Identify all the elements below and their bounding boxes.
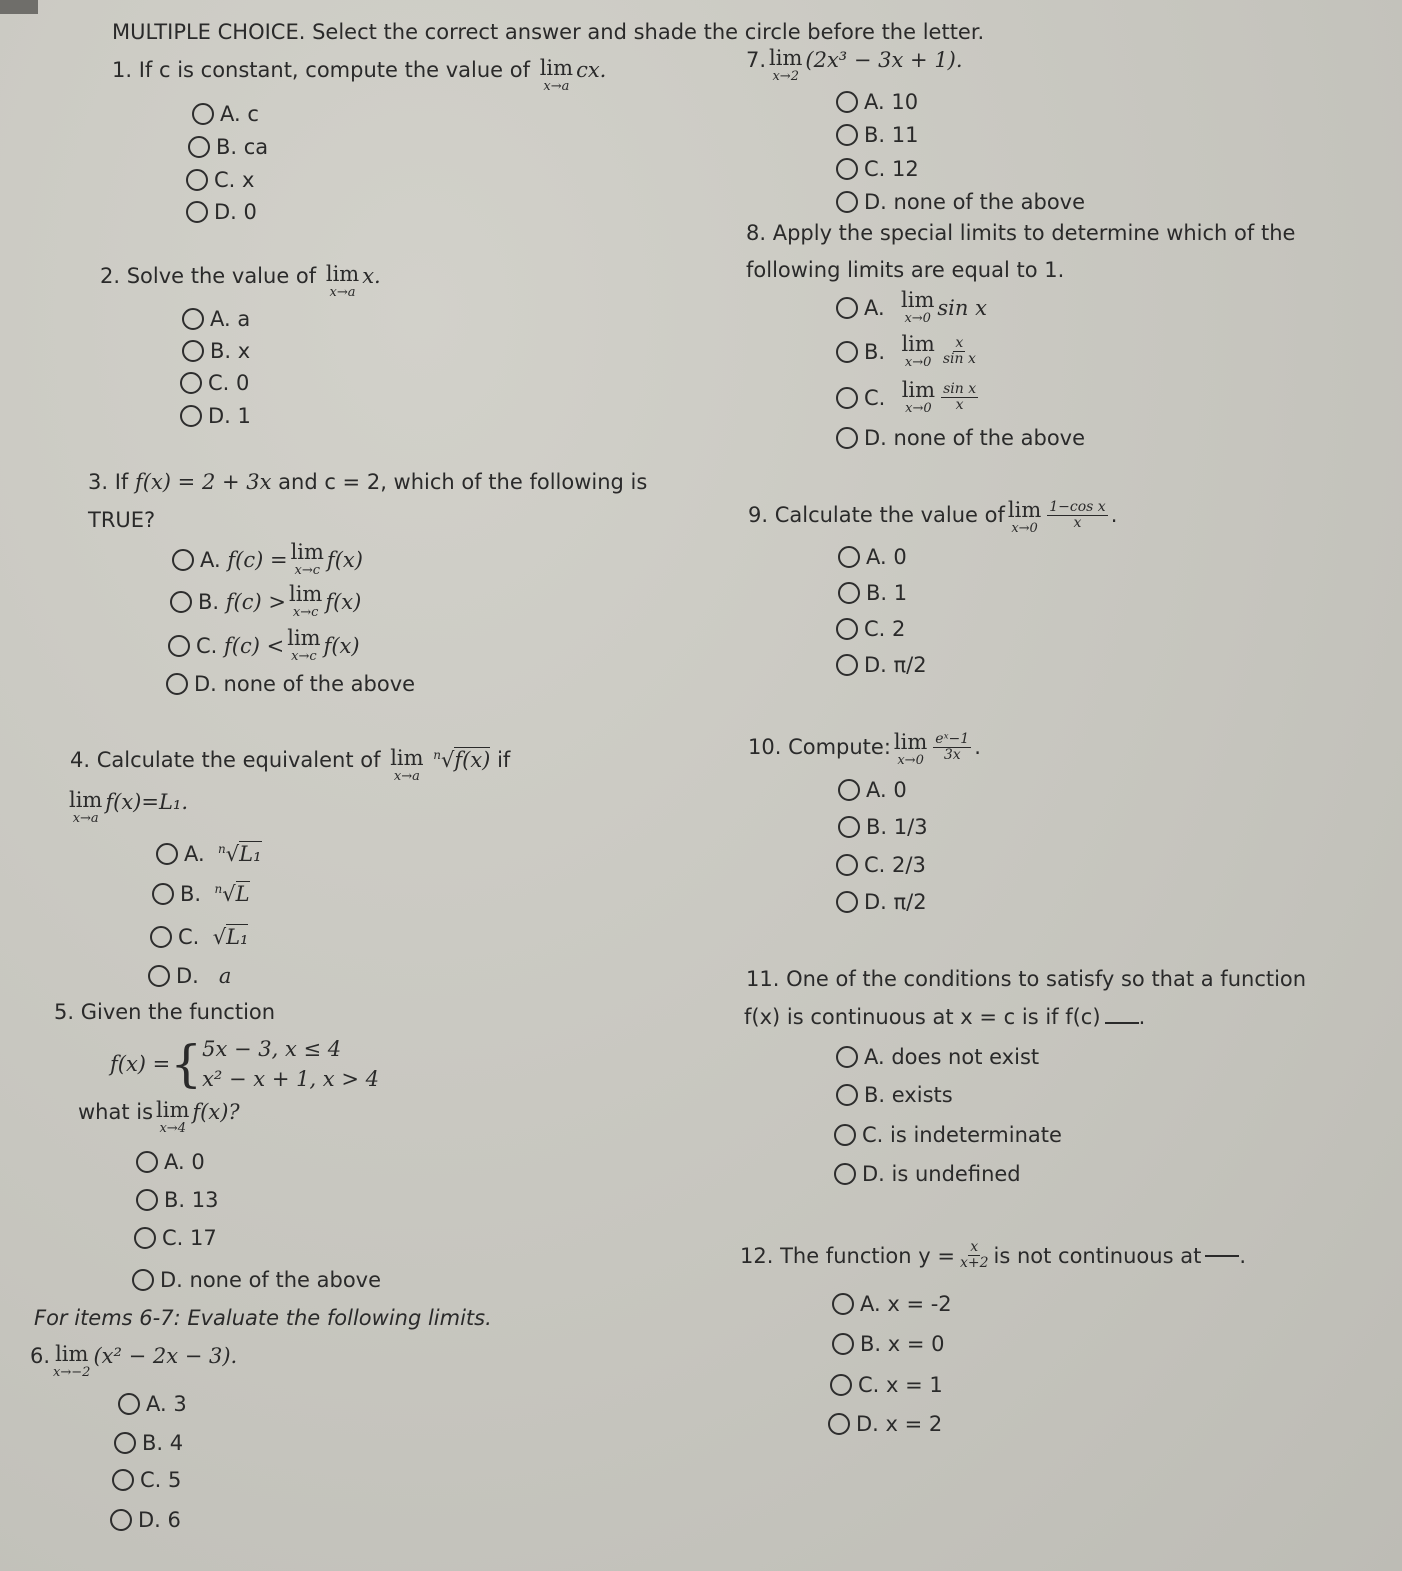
radio-circle-icon[interactable]	[186, 169, 208, 191]
radio-circle-icon[interactable]	[832, 1293, 854, 1315]
q2-option-c[interactable]: C. 0	[180, 371, 249, 395]
radio-circle-icon[interactable]	[172, 549, 194, 571]
radio-circle-icon[interactable]	[836, 654, 858, 676]
radio-circle-icon[interactable]	[182, 308, 204, 330]
q12-stem: 12. The function y = $\frac{x}{x+2}$ is not continuous at .	[740, 1239, 1246, 1272]
q7-option-c[interactable]: C. 12	[836, 157, 919, 181]
q2-stem: 2. Solve the value of lim x→a x.	[100, 262, 381, 300]
q11-stem-line1: 11. One of the conditions to satisfy so that a function	[746, 967, 1307, 991]
radio-circle-icon[interactable]	[180, 405, 202, 427]
radio-circle-icon[interactable]	[186, 201, 208, 223]
q10-option-a[interactable]: A. 0	[838, 778, 907, 802]
q9-option-a[interactable]: A. 0	[838, 545, 907, 569]
q1-limit: lim x→a	[539, 56, 574, 94]
q3-option-b[interactable]: B. f(c) > lim x→c f(x)	[170, 584, 361, 619]
radio-circle-icon[interactable]	[836, 341, 858, 363]
radio-circle-icon[interactable]	[836, 387, 858, 409]
q5-option-a[interactable]: A. 0	[136, 1150, 205, 1174]
answer-blank	[1205, 1255, 1239, 1257]
radio-circle-icon[interactable]	[836, 1046, 858, 1068]
q5-piecewise: f(x) = { 5x − 3, x ≤ 4 x² − x + 1, x > 4	[110, 1035, 379, 1094]
radio-circle-icon[interactable]	[836, 891, 858, 913]
q4-option-c[interactable]: C. √L₁	[150, 925, 248, 949]
answer-blank	[1105, 1022, 1139, 1024]
q3-stem-line2: TRUE?	[88, 508, 156, 532]
q8-option-d[interactable]: D. none of the above	[836, 426, 1085, 450]
q12-option-a[interactable]: A. x = -2	[832, 1292, 952, 1316]
q5-option-d[interactable]: D. none of the above	[132, 1268, 381, 1292]
radio-circle-icon[interactable]	[166, 673, 188, 695]
q8-option-c[interactable]: C. lim x→0 $\frac{\text{sin x}}{x}$	[836, 380, 981, 415]
q1-stem: 1. If c is constant, compute the value of lim x→a cx.	[112, 56, 607, 94]
q5-question: what is lim x→4 f(x)?	[78, 1098, 240, 1136]
q10-option-c[interactable]: C. 2/3	[836, 853, 926, 877]
radio-circle-icon[interactable]	[836, 854, 858, 876]
radio-circle-icon[interactable]	[134, 1227, 156, 1249]
q2-option-d[interactable]: D. 1	[180, 404, 251, 428]
q4-given: lim x→a f(x)=L₁.	[69, 788, 188, 826]
items-6-7-instruction: For items 6-7: Evaluate the following limits.	[34, 1306, 492, 1330]
q3-option-d[interactable]: D. none of the above	[166, 672, 415, 696]
q2-option-a[interactable]: A. a	[182, 307, 250, 331]
q10-stem: 10. Compute: lim x→0 $\frac{\text{eˣ−1}}{3x}$ .	[748, 730, 981, 768]
radio-circle-icon[interactable]	[152, 883, 174, 905]
radio-circle-icon[interactable]	[836, 124, 858, 146]
q4-option-d[interactable]: D. a	[148, 964, 231, 988]
q11-option-c[interactable]: C. is indeterminate	[834, 1123, 1062, 1147]
q8-stem-line1: 8. Apply the special limits to determine which of the	[746, 221, 1296, 245]
photo-corner	[0, 0, 38, 14]
q6-stem: 6. lim x→−2 (x² − 2x − 3).	[30, 1342, 238, 1380]
radio-circle-icon[interactable]	[180, 372, 202, 394]
q5-option-b[interactable]: B. 13	[136, 1188, 218, 1212]
radio-circle-icon[interactable]	[188, 136, 210, 158]
q4-option-a[interactable]: A. $^n$√L₁	[156, 842, 262, 866]
radio-circle-icon[interactable]	[168, 635, 190, 657]
q9-option-c[interactable]: C. 2	[836, 617, 905, 641]
q8-option-a[interactable]: A. lim x→0 sin x	[836, 290, 987, 325]
q2-option-b[interactable]: B. x	[182, 339, 250, 363]
radio-circle-icon[interactable]	[836, 618, 858, 640]
radio-circle-icon[interactable]	[150, 926, 172, 948]
q12-option-b[interactable]: B. x = 0	[832, 1332, 945, 1356]
q8-option-b[interactable]: B. lim x→0 $\frac{x}{\text{sin x}}$	[836, 334, 981, 369]
q6-option-c[interactable]: C. 5	[112, 1468, 181, 1492]
q3-stem-line1: 3. If f(x) = 2 + 3x and c = 2, which of the following is	[88, 470, 648, 494]
instructions-header: MULTIPLE CHOICE. Select the correct answer and shade the circle before the letter.	[112, 20, 985, 44]
q11-option-b[interactable]: B. exists	[836, 1083, 953, 1107]
q7-option-d[interactable]: D. none of the above	[836, 190, 1085, 214]
q11-option-a[interactable]: A. does not exist	[836, 1045, 1039, 1069]
q7-stem: 7. lim x→2 (2x³ − 3x + 1).	[746, 46, 963, 84]
q1-option-d[interactable]: D. 0	[186, 200, 257, 224]
q4-option-b[interactable]: B. $^n$√L	[152, 882, 250, 906]
q2-limit: lim x→a	[325, 262, 360, 300]
radio-circle-icon[interactable]	[832, 1333, 854, 1355]
radio-circle-icon[interactable]	[136, 1189, 158, 1211]
q10-option-d[interactable]: D. π/2	[836, 890, 927, 914]
q6-option-d[interactable]: D. 6	[110, 1508, 181, 1532]
q12-option-d[interactable]: D. x = 2	[828, 1412, 942, 1436]
q6-option-a[interactable]: A. 3	[118, 1392, 187, 1416]
q9-stem: 9. Calculate the value of lim x→0 $\frac{\text{1−cos x}}{x}$ .	[748, 498, 1118, 536]
radio-circle-icon[interactable]	[132, 1269, 154, 1291]
q11-option-d[interactable]: D. is undefined	[834, 1162, 1021, 1186]
q3-option-c[interactable]: C. f(c) < lim x→c f(x)	[168, 628, 360, 663]
radio-circle-icon[interactable]	[834, 1163, 856, 1185]
radio-circle-icon[interactable]	[830, 1374, 852, 1396]
q5-option-c[interactable]: C. 17	[134, 1226, 217, 1250]
q12-option-c[interactable]: C. x = 1	[830, 1373, 943, 1397]
radio-circle-icon[interactable]	[838, 779, 860, 801]
radio-circle-icon[interactable]	[112, 1469, 134, 1491]
q9-option-b[interactable]: B. 1	[838, 581, 907, 605]
q4-stem: 4. Calculate the equivalent of lim x→a $^n$√f(x) if	[70, 746, 511, 784]
radio-circle-icon[interactable]	[192, 103, 214, 125]
radio-circle-icon[interactable]	[838, 816, 860, 838]
left-brace-icon: {	[170, 1035, 203, 1094]
radio-circle-icon[interactable]	[838, 582, 860, 604]
q8-stem-line2: following limits are equal to 1.	[746, 258, 1065, 282]
radio-circle-icon[interactable]	[182, 340, 204, 362]
radio-circle-icon[interactable]	[836, 91, 858, 113]
radio-circle-icon[interactable]	[118, 1393, 140, 1415]
radio-circle-icon[interactable]	[170, 591, 192, 613]
q1-option-a[interactable]: A. c	[192, 102, 259, 126]
q3-option-a[interactable]: A. f(c) = lim x→c f(x)	[172, 542, 363, 577]
q10-option-b[interactable]: B. 1/3	[838, 815, 928, 839]
radio-circle-icon[interactable]	[838, 546, 860, 568]
radio-circle-icon[interactable]	[148, 965, 170, 987]
q5-stem: 5. Given the function	[54, 1000, 276, 1024]
radio-circle-icon[interactable]	[156, 843, 178, 865]
radio-circle-icon[interactable]	[110, 1509, 132, 1531]
radio-circle-icon[interactable]	[834, 1124, 856, 1146]
radio-circle-icon[interactable]	[836, 1084, 858, 1106]
q11-stem-line2: f(x) is continuous at x = c is if f(c) .	[744, 1005, 1146, 1029]
q6-option-b[interactable]: B. 4	[114, 1431, 183, 1455]
q7-option-b[interactable]: B. 11	[836, 123, 918, 147]
radio-circle-icon[interactable]	[836, 427, 858, 449]
radio-circle-icon[interactable]	[828, 1413, 850, 1435]
radio-circle-icon[interactable]	[836, 297, 858, 319]
radio-circle-icon[interactable]	[836, 191, 858, 213]
radio-circle-icon[interactable]	[136, 1151, 158, 1173]
q9-option-d[interactable]: D. π/2	[836, 653, 927, 677]
radio-circle-icon[interactable]	[114, 1432, 136, 1454]
q7-option-a[interactable]: A. 10	[836, 90, 918, 114]
q1-option-b[interactable]: B. ca	[188, 135, 268, 159]
q1-option-c[interactable]: C. x	[186, 168, 254, 192]
radio-circle-icon[interactable]	[836, 158, 858, 180]
